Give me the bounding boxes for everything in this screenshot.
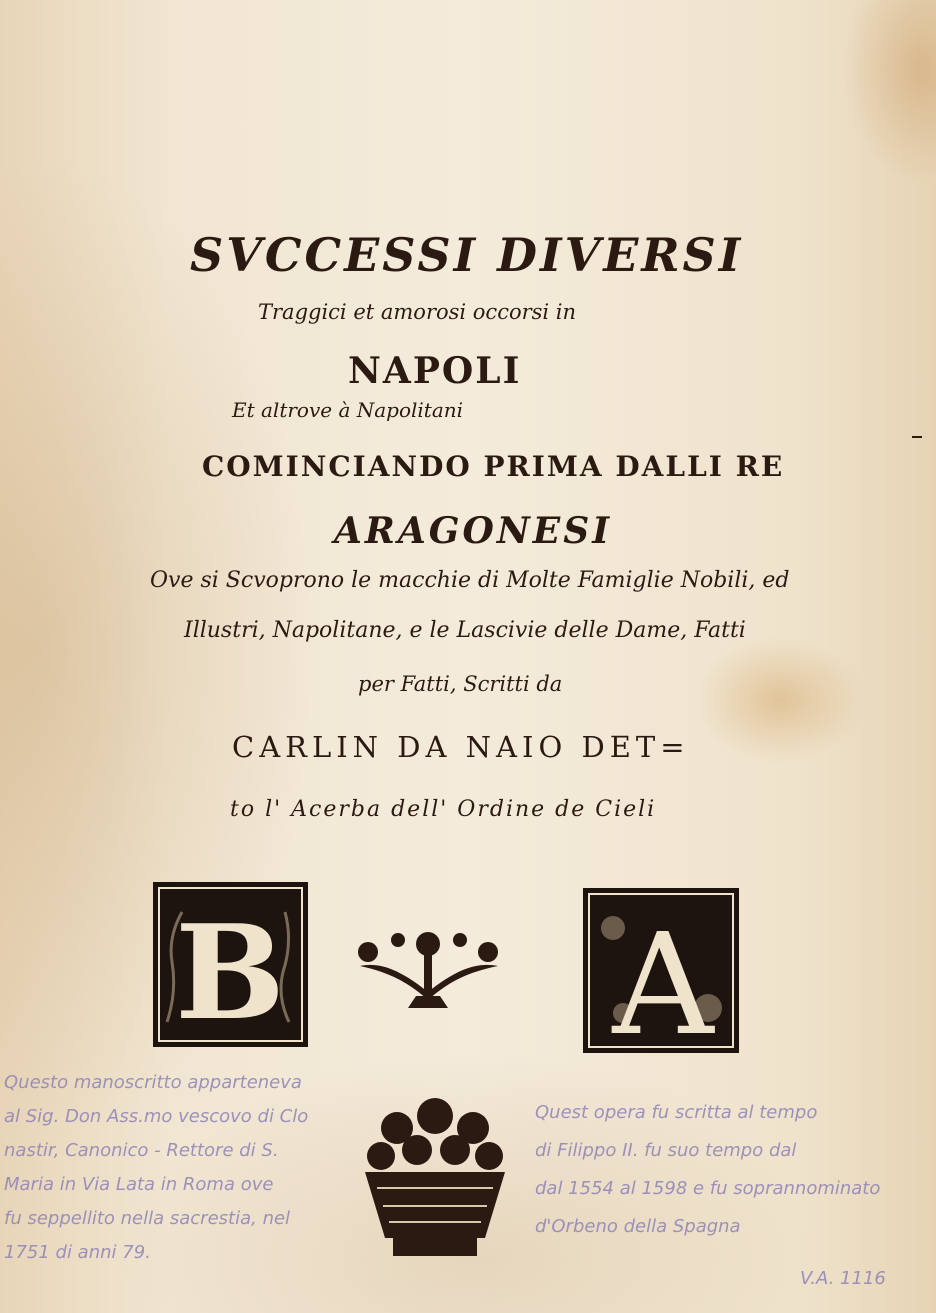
- pencil-left-line-5: fu seppellito nella sacrestia, nel: [4, 1208, 291, 1229]
- title-line-2: Traggici et amorosi occorsi in: [258, 300, 577, 324]
- woodcut-b-letter: B: [175, 896, 285, 1047]
- woodcut-b-art: [153, 882, 308, 1047]
- body-line-2: Illustri, Napolitane, e le Lascivie delle Dame, Fatti: [184, 618, 746, 643]
- pencil-right-line-3: dal 1554 al 1598 e fu soprannominato: [535, 1178, 881, 1199]
- woodcut-initial-a: [583, 888, 739, 1053]
- pencil-right-line-1: Quest opera fu scritta al tempo: [535, 1102, 818, 1123]
- pencil-left-line-6: 1751 di anni 79.: [4, 1242, 151, 1263]
- pencil-right-line-2: di Filippo II. fu suo tempo dal: [535, 1140, 797, 1161]
- title-line-3: NAPOLI: [348, 350, 522, 392]
- pencil-left-line-3: nastir, Canonico - Rettore di S.: [4, 1140, 279, 1161]
- pencil-signature: V.A. 1116: [800, 1268, 886, 1289]
- title-line-1: SVCCESSI DIVERSI: [190, 228, 744, 282]
- woodcut-a-art: [583, 888, 739, 1053]
- pencil-left-line-4: Maria in Via Lata in Roma ove: [4, 1174, 274, 1195]
- title-line-4: Et altrove à Napolitani: [232, 398, 464, 422]
- pencil-right-line-4: d'Orbeno della Spagna: [535, 1216, 741, 1237]
- pencil-left-line-2: al Sig. Don Ass.mo vescovo di Clo: [4, 1106, 309, 1127]
- title-line-6: ARAGONESI: [334, 510, 613, 552]
- body-line-3: per Fatti, Scritti da: [358, 672, 563, 696]
- flower-ornament-icon: [348, 922, 508, 1008]
- pencil-note-left: [4, 1066, 308, 1270]
- woodcut-initial-b: [153, 882, 308, 1047]
- pencil-note-right: [535, 1094, 880, 1246]
- title-line-5: COMINCIANDO PRIMA DALLI RE: [202, 450, 785, 483]
- author-line-2: to l' Acerba dell' Ordine de Cieli: [230, 797, 657, 822]
- pencil-left-line-1: Questo manoscritto apparteneva: [4, 1072, 302, 1093]
- woodcut-a-letter: A: [612, 904, 714, 1053]
- edge-mark: [912, 436, 922, 438]
- author-line-1: CARLIN DA NAIO DET=: [232, 730, 690, 764]
- body-line-1: Ove si Scvoprono le macchie di Molte Famiglie Nobili, ed: [150, 568, 790, 593]
- flower-basket-icon: [357, 1098, 513, 1258]
